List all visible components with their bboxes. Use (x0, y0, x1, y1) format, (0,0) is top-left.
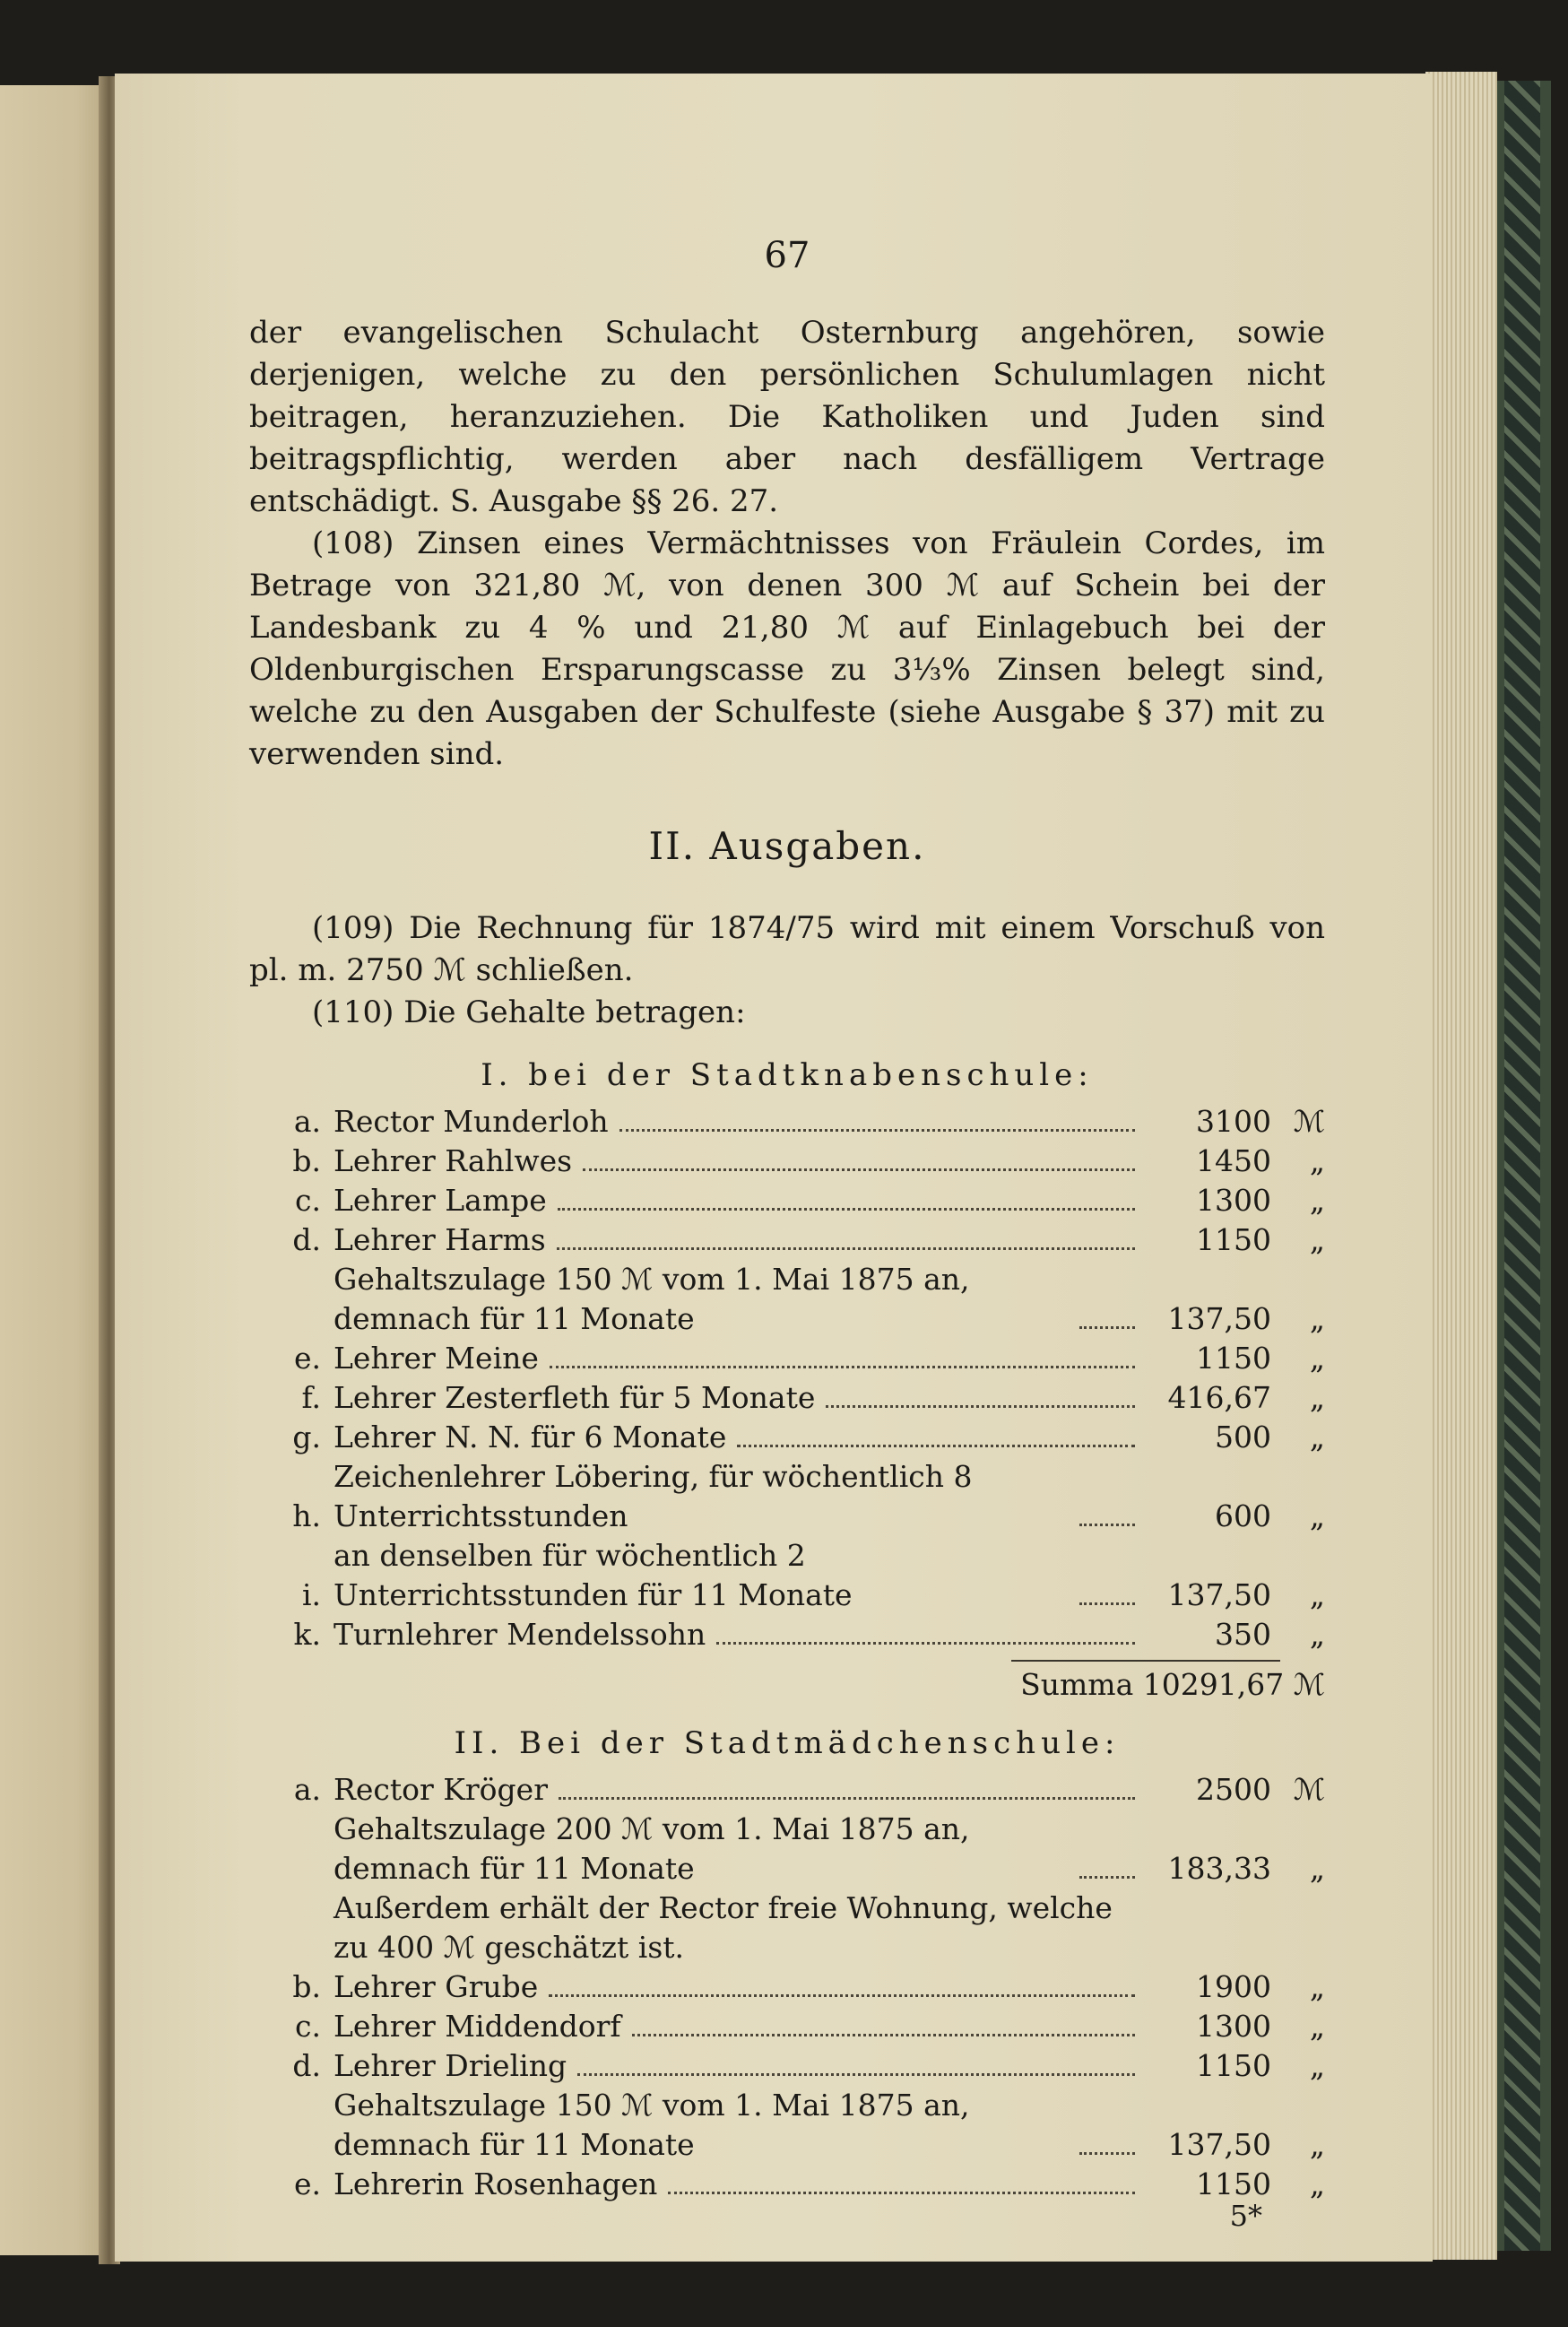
leader-dots (1079, 1876, 1135, 1879)
page-edges (1425, 72, 1497, 2260)
row-letter: c. (295, 2009, 321, 2044)
row-amount: 1900 (1196, 1969, 1271, 2004)
table-row (249, 1378, 1325, 1418)
row-amount: 1150 (1196, 1341, 1271, 1376)
school2-list (249, 1770, 1325, 2204)
table-row (249, 1810, 1325, 1889)
row-amount: 1300 (1196, 1183, 1271, 1218)
row-amount: 137,50 (1167, 2127, 1271, 2162)
row-label: Lehrer Grube (334, 1969, 539, 2004)
row-amount: 500 (1215, 1420, 1271, 1454)
row-label: Lehrer Drieling (334, 2048, 567, 2083)
summa-rule (1011, 1660, 1280, 1662)
table-row (249, 2086, 1325, 2165)
row-amount: 1450 (1196, 1143, 1271, 1178)
row-amount: 350 (1215, 1617, 1271, 1652)
page-number: 67 (764, 235, 810, 276)
leader-dots (583, 1168, 1135, 1171)
row-unit: „ (1309, 1420, 1325, 1454)
row-letter: a. (293, 1104, 321, 1139)
leader-dots (737, 1445, 1135, 1447)
table-row (249, 1615, 1325, 1654)
paragraph-108: (108) Zinsen eines Vermächtnisses von Fräulein Cordes, im Betrage von 321,80 ℳ, von denen 300 ℳ auf Schein bei der Landesbank zu 4 % und 21,80 ℳ auf Einlagebuch bei der Oldenburgischen Ersparungscasse zu 3⅓% Zinsen belegt sind, welche zu den Ausgaben der Schulfeste (siehe Ausgabe § 37) mit zu verwenden sind. (249, 525, 1325, 772)
row-amount: 1150 (1196, 2166, 1271, 2201)
row-amount: 137,50 (1167, 1577, 1271, 1612)
row-unit: „ (1309, 1222, 1325, 1257)
row-letter: f. (301, 1380, 321, 1415)
row-label: Gehaltszulage 150 ℳ vom 1. Mai 1875 an, demnach für 11 Monate (334, 1262, 970, 1336)
book-page (115, 74, 1433, 2262)
row-letter: e. (293, 2166, 321, 2201)
row-amount: 416,67 (1167, 1380, 1271, 1415)
leader-dots (549, 1994, 1135, 1997)
table-row (249, 1260, 1325, 1339)
row-label: Lehrer Meine (334, 1341, 539, 1376)
row-letter: d. (292, 2048, 321, 2083)
row-letter: c. (295, 1183, 321, 1218)
table-row (249, 1967, 1325, 2007)
signature-mark: 5* (1229, 2199, 1262, 2233)
row-label: Lehrer Rahlwes (334, 1143, 573, 1178)
table-row (249, 1142, 1325, 1181)
row-letter: h. (292, 1498, 321, 1533)
row-unit: ℳ (1293, 1772, 1325, 1807)
book-spine (1497, 81, 1551, 2251)
row-unit: „ (1309, 1183, 1325, 1218)
leader-dots (668, 2192, 1135, 2194)
leader-dots (1079, 2152, 1135, 2155)
table-row (249, 1457, 1325, 1536)
leader-dots (1079, 1524, 1135, 1526)
intro-paragraph: der evangelischen Schulacht Osternburg angehören, sowie derjenigen, welche zu den persönlichen Schulumlagen nicht beitragen, heranzuziehen. Die Katholiken und Juden sind beitragspflichtig, werden aber nach desfälligem Vertrage entschädigt. S. Ausgabe §§ 26. 27. (249, 315, 1325, 519)
row-label: Zeichenlehrer Löbering, für wöchentlich 8 Unterrichtsstunden (334, 1459, 973, 1533)
row-amount: 600 (1215, 1498, 1271, 1533)
row-amount: 183,33 (1167, 1851, 1271, 1886)
row-unit: „ (1309, 1969, 1325, 2004)
rector-housing-note: Außerdem erhält der Rector freie Wohnung, welche zu 400 ℳ geschätzt ist. (334, 1890, 1113, 1965)
row-unit: „ (1309, 1380, 1325, 1415)
row-letter: i. (301, 1577, 321, 1612)
table-row (249, 1536, 1325, 1615)
table-row (249, 1339, 1325, 1378)
leader-dots (1079, 1602, 1135, 1605)
row-unit: „ (1309, 1498, 1325, 1533)
row-letter: b. (292, 1969, 321, 2004)
table-row (249, 1181, 1325, 1220)
row-unit: „ (1309, 1143, 1325, 1178)
row-label: an denselben für wöchentlich 2 Unterrichtsstunden für 11 Monate (334, 1538, 853, 1612)
leader-dots (558, 1208, 1135, 1211)
leader-dots (619, 1129, 1135, 1132)
row-letter: g. (292, 1420, 321, 1454)
row-label: Rector Kröger (334, 1772, 548, 1807)
row-unit: „ (1309, 1577, 1325, 1612)
leader-dots (632, 2034, 1135, 2036)
row-letter: k. (293, 1617, 321, 1652)
leader-dots (826, 1405, 1135, 1408)
row-letter: a. (293, 1772, 321, 1807)
row-label: Rector Munderloh (334, 1104, 609, 1139)
page-content (249, 235, 1325, 2233)
row-letter: d. (292, 1222, 321, 1257)
row-label: Lehrer Middendorf (334, 2009, 621, 2044)
row-amount: 3100 (1196, 1104, 1271, 1139)
table-row (249, 1770, 1325, 1810)
leader-dots (1079, 1326, 1135, 1329)
row-label: Lehrer Harms (334, 1222, 546, 1257)
row-amount: 2500 (1196, 1772, 1271, 1807)
summa-label: Summa (1020, 1667, 1134, 1702)
summa-value: 10291,67 ℳ (1142, 1667, 1325, 1702)
row-unit: „ (1309, 1341, 1325, 1376)
row-label: Turnlehrer Mendelssohn (334, 1617, 706, 1652)
row-label: Gehaltszulage 200 ℳ vom 1. Mai 1875 an, demnach für 11 Monate (334, 1811, 970, 1886)
row-unit: „ (1309, 1617, 1325, 1652)
left-page-edge (0, 85, 109, 2255)
row-amount: 1150 (1196, 2048, 1271, 2083)
row-unit: „ (1309, 2127, 1325, 2162)
paragraph-109: (109) Die Rechnung für 1874/75 wird mit einem Vorschuß von pl. m. 2750 ℳ schließen. (249, 910, 1325, 988)
row-amount: 137,50 (1167, 1301, 1271, 1336)
row-label: Lehrer Lampe (334, 1183, 547, 1218)
row-unit: „ (1309, 2166, 1325, 2201)
row-letter: b. (292, 1143, 321, 1178)
row-unit: „ (1309, 1851, 1325, 1886)
table-row (249, 1220, 1325, 1260)
row-unit: „ (1309, 2009, 1325, 2044)
school1-title: I. bei der Stadtknabenschule: (481, 1057, 1094, 1093)
school1-list (249, 1102, 1325, 1654)
leader-dots (550, 1366, 1135, 1368)
school2-title: II. Bei der Stadtmädchenschule: (454, 1725, 1121, 1761)
section-heading: II. Ausgaben. (648, 824, 926, 868)
row-label: Gehaltszulage 150 ℳ vom 1. Mai 1875 an, demnach für 11 Monate (334, 2088, 970, 2162)
row-unit: „ (1309, 2048, 1325, 2083)
row-label: Lehrer N. N. für 6 Monate (334, 1420, 727, 1454)
leader-dots (716, 1642, 1135, 1645)
row-unit: „ (1309, 1301, 1325, 1336)
row-label: Lehrerin Rosenhagen (334, 2166, 658, 2201)
table-row (249, 1102, 1325, 1142)
table-row (249, 2007, 1325, 2046)
leader-dots (559, 1797, 1135, 1800)
row-unit: ℳ (1293, 1104, 1325, 1139)
row-letter: e. (293, 1341, 321, 1376)
row-amount: 1300 (1196, 2009, 1271, 2044)
leader-dots (557, 1247, 1135, 1250)
paragraph-110: (110) Die Gehalte betragen: (312, 994, 746, 1030)
row-amount: 1150 (1196, 1222, 1271, 1257)
row-label: Lehrer Zesterfleth für 5 Monate (334, 1380, 816, 1415)
leader-dots (577, 2073, 1135, 2076)
summa-row (249, 1667, 1325, 1702)
table-row (249, 1418, 1325, 1457)
table-row (249, 2046, 1325, 2086)
